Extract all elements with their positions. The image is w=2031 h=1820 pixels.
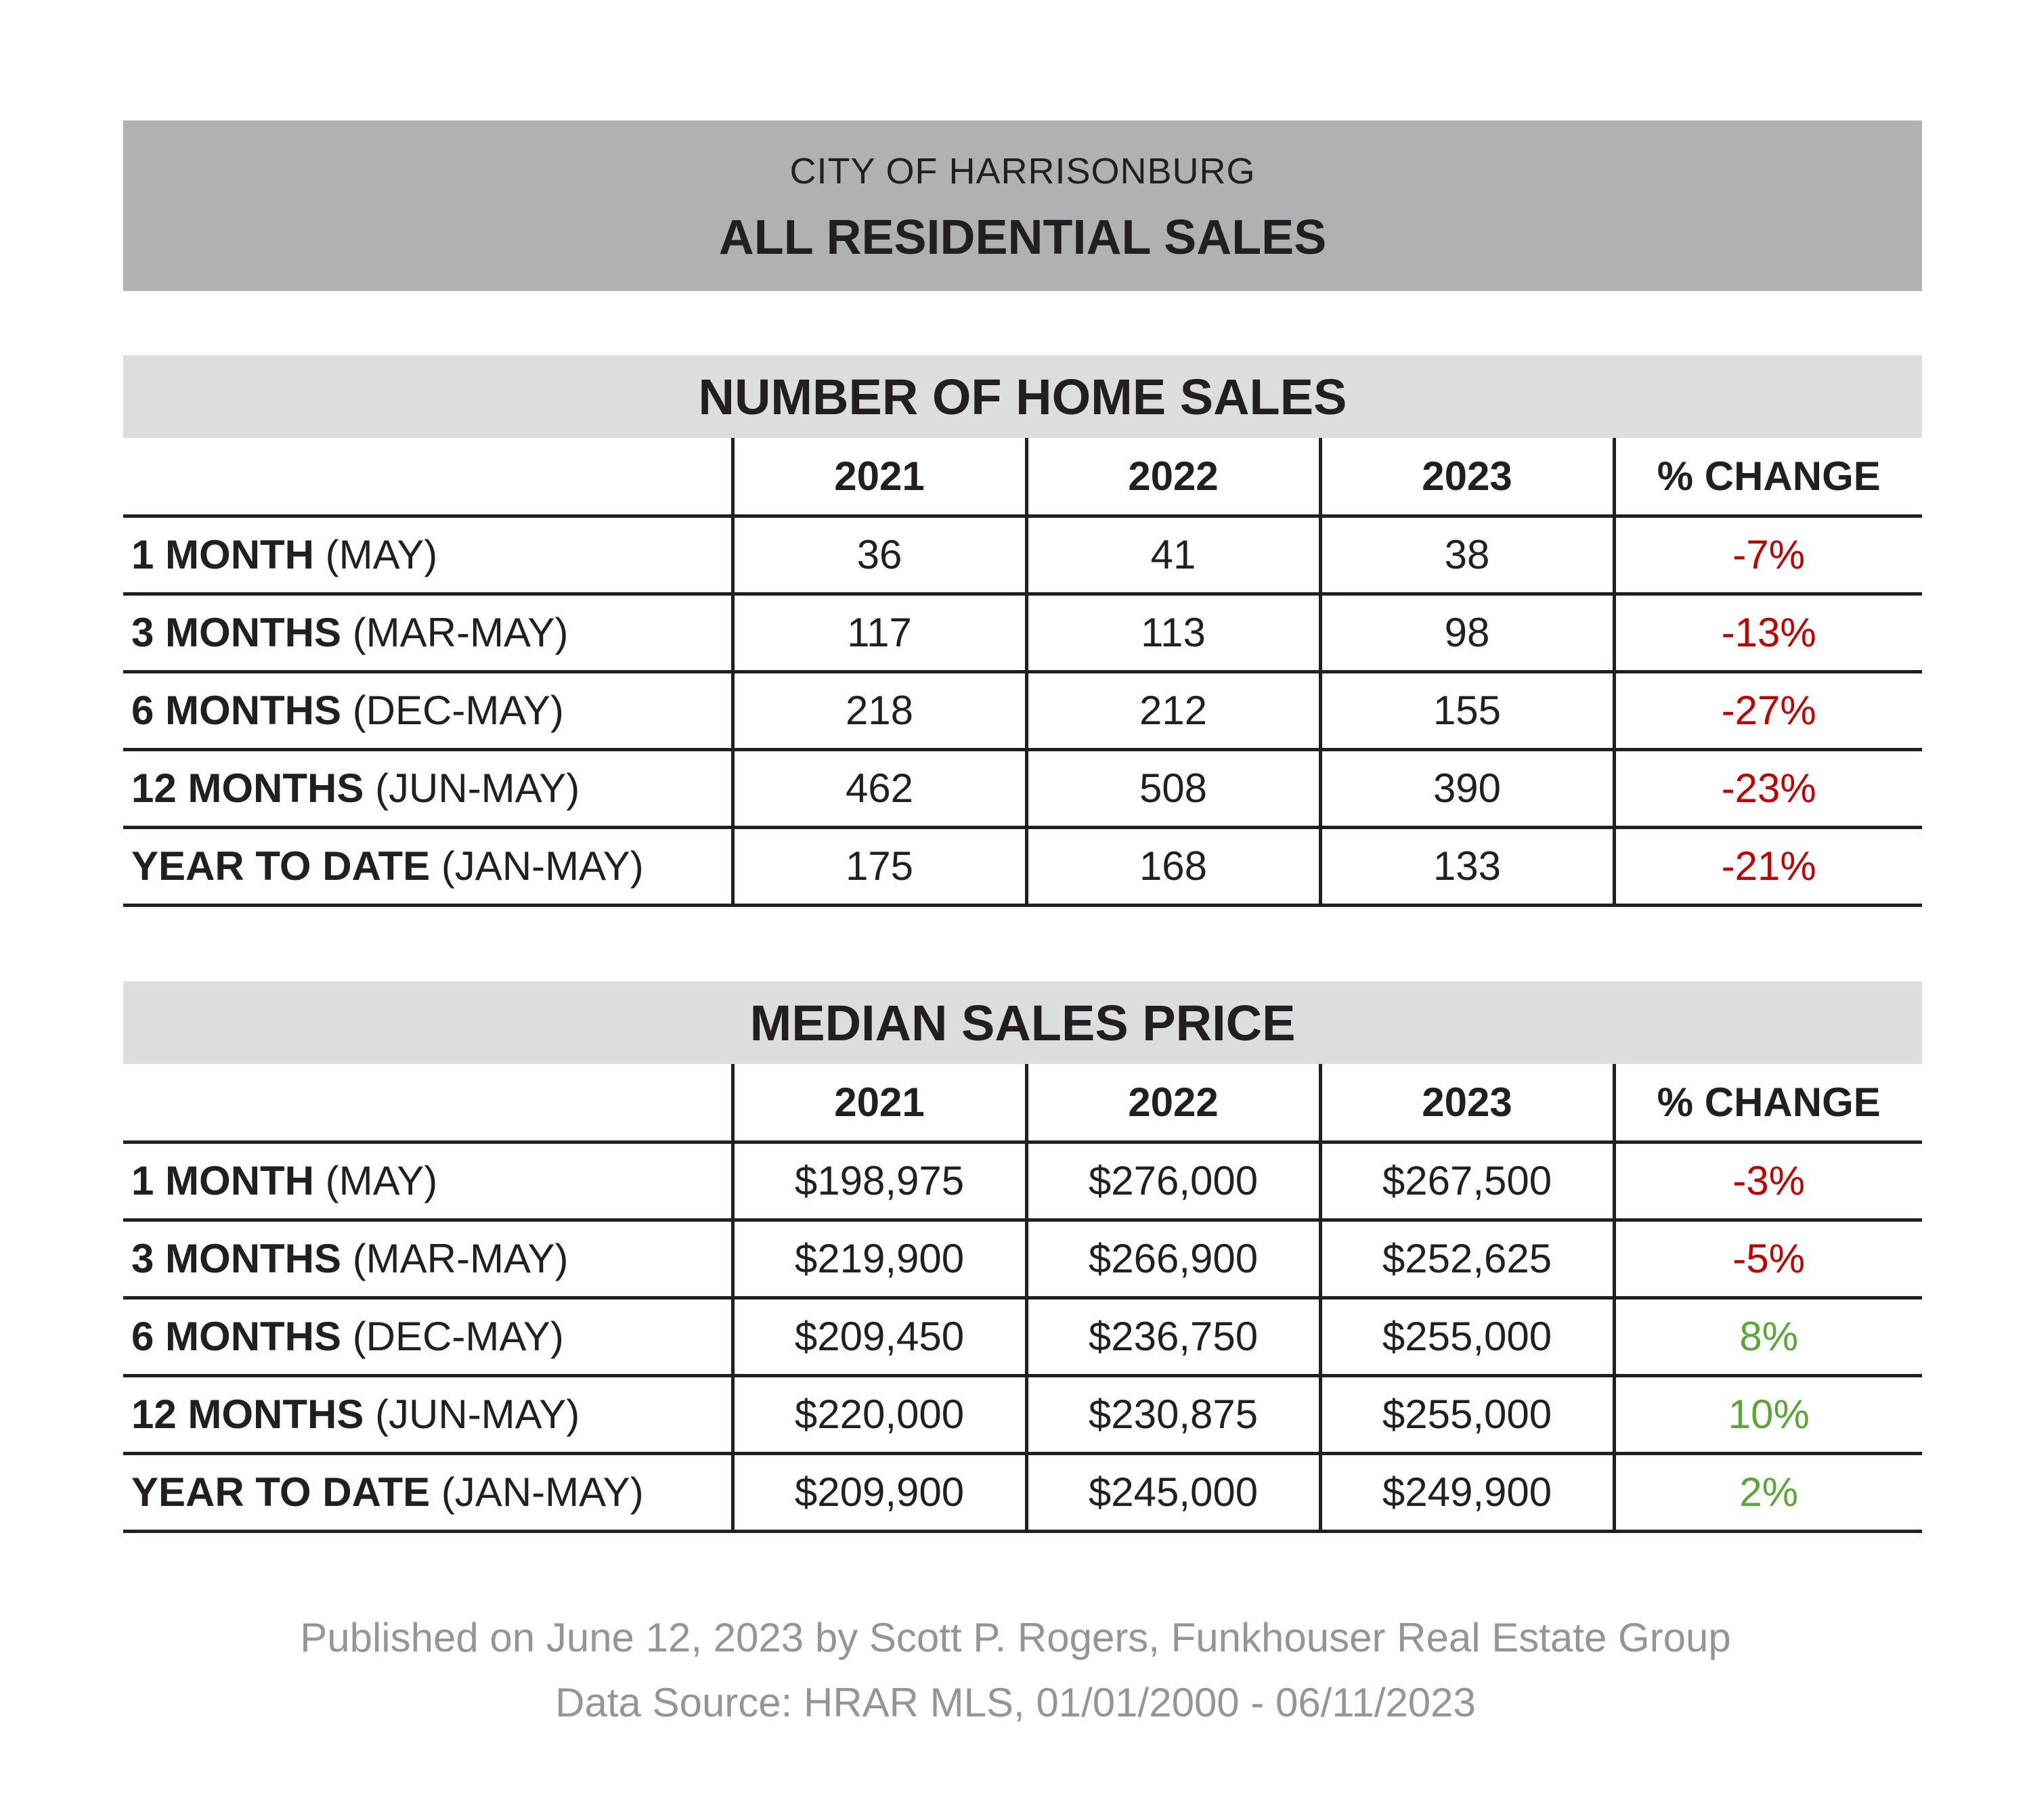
cell-2023: 155 — [1320, 671, 1614, 749]
row-period: 3 MONTHS — [131, 1236, 342, 1281]
footer — [0, 1605, 2031, 1735]
cell-2023: 390 — [1320, 749, 1614, 827]
table-row — [123, 1375, 1922, 1453]
column-header-2021: 2021 — [733, 438, 1026, 516]
cell-2023: $249,900 — [1320, 1453, 1614, 1531]
column-header-2023: 2023 — [1320, 438, 1614, 516]
row-label — [123, 516, 733, 594]
cell-2021: 36 — [733, 516, 1026, 594]
row-label — [123, 1220, 733, 1297]
row-label — [123, 671, 733, 749]
table-row — [123, 516, 1922, 594]
row-period: 1 MONTH — [131, 532, 314, 577]
cell-2021: 117 — [733, 594, 1026, 671]
row-range: (MAY) — [325, 1158, 438, 1203]
column-header-2023: 2023 — [1320, 1064, 1614, 1142]
cell-2021: $220,000 — [733, 1375, 1026, 1453]
cell-percent-change: 10% — [1614, 1375, 1922, 1453]
cell-percent-change: -7% — [1614, 516, 1922, 594]
cell-2022: 212 — [1026, 671, 1320, 749]
cell-2022: $236,750 — [1026, 1297, 1320, 1375]
cell-2022: 41 — [1026, 516, 1320, 594]
row-label — [123, 827, 733, 905]
column-header-blank — [123, 438, 733, 516]
row-period: YEAR TO DATE — [131, 843, 431, 889]
column-header-change: % CHANGE — [1614, 1064, 1922, 1142]
cell-2021: $209,450 — [733, 1297, 1026, 1375]
cell-2023: 133 — [1320, 827, 1614, 905]
cell-2021: $198,975 — [733, 1142, 1026, 1220]
cell-percent-change: -27% — [1614, 671, 1922, 749]
row-period: 6 MONTHS — [131, 688, 342, 733]
city-name: CITY OF HARRISONBURG — [789, 151, 1256, 192]
median-price-table — [123, 1064, 1922, 1533]
row-range: (MAY) — [325, 532, 438, 577]
home-sales-title: NUMBER OF HOME SALES — [123, 355, 1922, 438]
table-row — [123, 1142, 1922, 1220]
row-range: (MAR-MAY) — [352, 1236, 569, 1281]
row-label — [123, 594, 733, 671]
cell-percent-change: -23% — [1614, 749, 1922, 827]
header-band — [123, 120, 1922, 291]
column-header-change: % CHANGE — [1614, 438, 1922, 516]
table-row — [123, 671, 1922, 749]
cell-2023: $252,625 — [1320, 1220, 1614, 1297]
column-header-2022: 2022 — [1026, 438, 1320, 516]
row-range: (DEC-MAY) — [352, 1314, 564, 1359]
median-price-title: MEDIAN SALES PRICE — [123, 981, 1922, 1064]
row-period: 12 MONTHS — [131, 1392, 364, 1437]
row-period: 3 MONTHS — [131, 610, 342, 655]
median-price-section — [123, 981, 1922, 1533]
table-row — [123, 1453, 1922, 1531]
cell-percent-change: 2% — [1614, 1453, 1922, 1531]
table-row — [123, 827, 1922, 905]
cell-2022: 168 — [1026, 827, 1320, 905]
home-sales-section — [123, 355, 1922, 907]
cell-2023: $267,500 — [1320, 1142, 1614, 1220]
cell-2021: $219,900 — [733, 1220, 1026, 1297]
cell-2021: 218 — [733, 671, 1026, 749]
cell-2022: $230,875 — [1026, 1375, 1320, 1453]
cell-percent-change: -13% — [1614, 594, 1922, 671]
cell-2023: $255,000 — [1320, 1375, 1614, 1453]
header-row — [123, 438, 1922, 516]
report-title: ALL RESIDENTIAL SALES — [718, 210, 1327, 265]
row-label — [123, 1453, 733, 1531]
row-label — [123, 749, 733, 827]
cell-2022: 113 — [1026, 594, 1320, 671]
row-period: YEAR TO DATE — [131, 1469, 431, 1515]
cell-2023: 98 — [1320, 594, 1614, 671]
row-period: 6 MONTHS — [131, 1314, 342, 1359]
table-row — [123, 1297, 1922, 1375]
publication-credit: Published on June 12, 2023 by Scott P. Rogers, Funkhouser Real Estate Group — [300, 1615, 1731, 1660]
cell-2021: 462 — [733, 749, 1026, 827]
cell-2022: $276,000 — [1026, 1142, 1320, 1220]
cell-percent-change: 8% — [1614, 1297, 1922, 1375]
cell-2023: 38 — [1320, 516, 1614, 594]
cell-percent-change: -5% — [1614, 1220, 1922, 1297]
cell-2022: 508 — [1026, 749, 1320, 827]
home-sales-table — [123, 438, 1922, 907]
column-header-blank — [123, 1064, 733, 1142]
cell-2022: $245,000 — [1026, 1453, 1320, 1531]
row-range: (JAN-MAY) — [441, 1469, 644, 1515]
cell-2023: $255,000 — [1320, 1297, 1614, 1375]
cell-percent-change: -3% — [1614, 1142, 1922, 1220]
row-range: (JUN-MAY) — [375, 765, 580, 811]
row-period: 1 MONTH — [131, 1158, 314, 1203]
column-header-2022: 2022 — [1026, 1064, 1320, 1142]
row-label — [123, 1297, 733, 1375]
cell-2021: 175 — [733, 827, 1026, 905]
row-range: (JAN-MAY) — [441, 843, 644, 889]
table-row — [123, 749, 1922, 827]
table-row — [123, 594, 1922, 671]
cell-2021: $209,900 — [733, 1453, 1026, 1531]
row-range: (MAR-MAY) — [352, 610, 569, 655]
row-label — [123, 1142, 733, 1220]
row-range: (JUN-MAY) — [375, 1392, 580, 1437]
row-period: 12 MONTHS — [131, 765, 364, 811]
column-header-2021: 2021 — [733, 1064, 1026, 1142]
header-row — [123, 1064, 1922, 1142]
cell-percent-change: -21% — [1614, 827, 1922, 905]
cell-2022: $266,900 — [1026, 1220, 1320, 1297]
table-row — [123, 1220, 1922, 1297]
row-range: (DEC-MAY) — [352, 688, 564, 733]
row-label — [123, 1375, 733, 1453]
data-source: Data Source: HRAR MLS, 01/01/2000 - 06/11/2023 — [555, 1680, 1476, 1725]
